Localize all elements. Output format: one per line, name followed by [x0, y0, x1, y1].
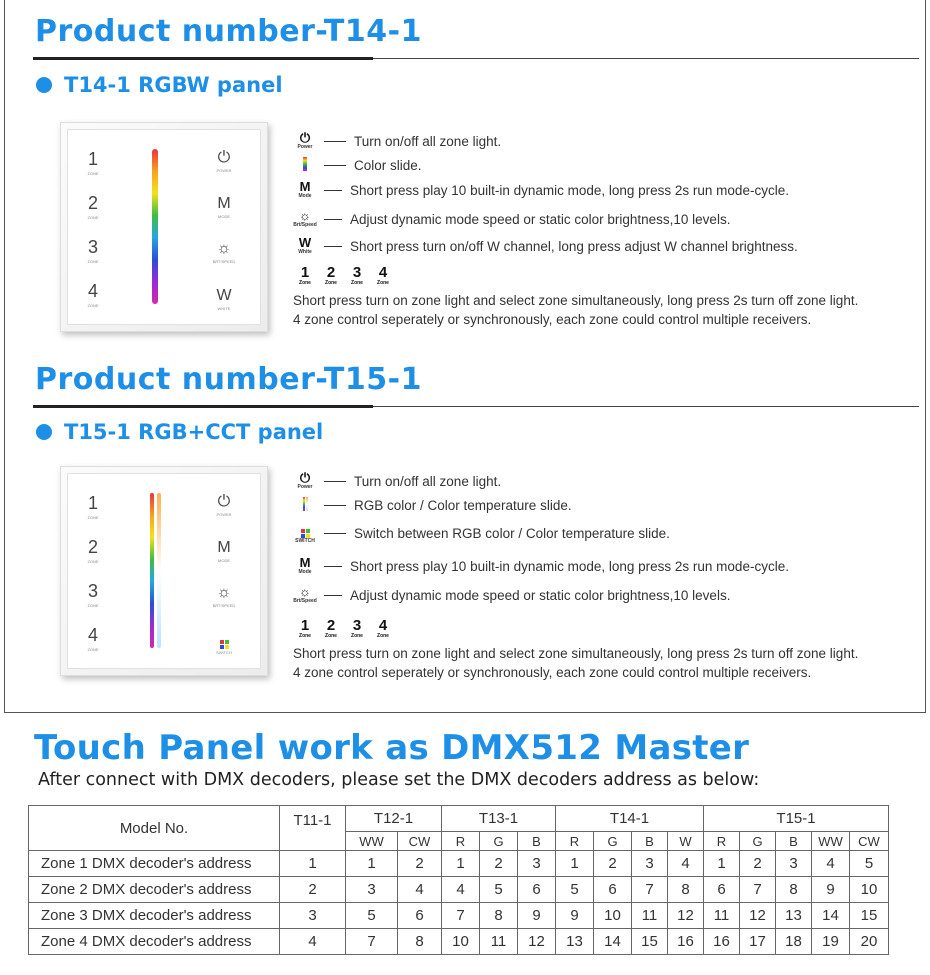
address-cell: 13: [776, 903, 812, 929]
t11-address: 3: [280, 903, 346, 929]
panel-mode-key: M MODE: [217, 539, 231, 563]
address-cell: 10: [850, 877, 889, 903]
mode-icon: M Mode: [298, 555, 312, 575]
subtitle-text: T15-1 RGB+CCT panel: [64, 420, 324, 444]
address-cell: 4: [668, 851, 704, 877]
address-cell: 5: [850, 851, 889, 877]
zone-3-icon: 3 Zone: [351, 617, 363, 639]
zone-4-icon: 4 Zone: [377, 264, 389, 286]
address-cell: 3: [632, 851, 668, 877]
t11-address: 1: [280, 851, 346, 877]
white-icon: W White: [298, 235, 312, 255]
address-cell: 16: [704, 929, 740, 955]
address-cell: 18: [776, 929, 812, 955]
address-cell: 4: [812, 851, 850, 877]
address-cell: 8: [398, 929, 442, 955]
address-cell: 3: [518, 851, 556, 877]
channel-header: CW: [398, 832, 442, 851]
address-cell: 6: [704, 877, 740, 903]
address-cell: 19: [812, 929, 850, 955]
legend-power: ⏻ Power Turn on/off all zone light.: [292, 472, 501, 490]
power-icon: ⏻: [217, 493, 231, 510]
address-cell: 4: [398, 877, 442, 903]
table-row: [29, 877, 889, 903]
zone-description: Short press turn on zone light and select zone simultaneously, long press 2s turn off zone light. 4 zone control seperately or synchronously, each zone could control multiple receivers.: [293, 293, 859, 327]
brightness-icon: ☼ Brt/Speed: [293, 208, 317, 228]
zone-4-icon: 4 Zone: [377, 617, 389, 639]
address-cell: 1: [556, 851, 594, 877]
address-cell: 14: [812, 903, 850, 929]
legend-mode: M Mode Short press play 10 built-in dynamic mode, long press 2s run mode-cycle.: [292, 181, 789, 199]
legend-brightness: ☼ Brt/Speed Adjust dynamic mode speed or static color brightness,10 levels.: [293, 584, 731, 604]
address-cell: 12: [740, 903, 776, 929]
table-row: [29, 929, 889, 955]
address-cell: 14: [594, 929, 632, 955]
address-cell: 1: [442, 851, 480, 877]
brightness-icon: ☼: [216, 240, 232, 257]
zone-1-icon: 1 Zone: [299, 264, 311, 286]
address-cell: 11: [480, 929, 518, 955]
model-header: Model No.: [29, 806, 280, 851]
address-cell: 9: [812, 877, 850, 903]
legend-color-slide: RGB color / Color temperature slide.: [292, 497, 572, 513]
bullet-icon: [36, 77, 52, 93]
address-cell: 7: [632, 877, 668, 903]
title-rule: [373, 406, 919, 407]
brightness-icon: ☼: [216, 584, 232, 601]
color-bar-icon: [292, 497, 318, 513]
panel-power-key: ⏻ POWER: [216, 149, 232, 173]
row-label: Zone 1 DMX decoder's address: [29, 851, 280, 877]
legend-power: ⏻ Power Turn on/off all zone light.: [292, 132, 501, 150]
address-cell: 7: [442, 903, 480, 929]
model-t11: T11-1: [280, 806, 346, 851]
panel-zone-1: 1 ZONE: [87, 149, 99, 176]
address-cell: 13: [556, 929, 594, 955]
address-cell: 12: [668, 903, 704, 929]
address-cell: 9: [518, 903, 556, 929]
zone-description: Short press turn on zone light and select zone simultaneously, long press 2s turn off zone light. 4 zone control seperately or synchronously, each zone could control multiple receivers.: [293, 646, 859, 680]
address-cell: 15: [850, 903, 889, 929]
title-rule: [373, 58, 919, 59]
legend-brightness: ☼ Brt/Speed Adjust dynamic mode speed or static color brightness,10 levels.: [293, 208, 731, 228]
legend-switch: SWITCH Switch between RGB color / Color temperature slide.: [292, 523, 670, 544]
address-cell: 20: [850, 929, 889, 955]
zone-icons: [292, 266, 396, 286]
table-row: [29, 903, 889, 929]
address-cell: 8: [668, 877, 704, 903]
address-cell: 6: [594, 877, 632, 903]
channel-header: R: [442, 832, 480, 851]
color-bar-icon: [292, 157, 318, 173]
address-cell: 1: [704, 851, 740, 877]
address-cell: 1: [346, 851, 398, 877]
channel-header: G: [480, 832, 518, 851]
legend-mode: M Mode Short press play 10 built-in dynamic mode, long press 2s run mode-cycle.: [292, 557, 789, 575]
product-title-t15: Product number-T15-1: [35, 362, 422, 397]
address-cell: 3: [776, 851, 812, 877]
dmx-subtitle: After connect with DMX decoders, please set the DMX decoders address as below:: [38, 770, 760, 790]
t11-address: 2: [280, 877, 346, 903]
channel-header: B: [632, 832, 668, 851]
address-cell: 6: [398, 903, 442, 929]
channel-header: G: [594, 832, 632, 851]
channel-header: B: [776, 832, 812, 851]
address-cell: 2: [594, 851, 632, 877]
zone-1-icon: 1 Zone: [299, 617, 311, 639]
address-cell: 8: [480, 903, 518, 929]
title-underline: [33, 57, 373, 60]
panel-white-key: W WHITE: [216, 287, 232, 311]
panel-zone-4: 4 ZONE: [87, 281, 99, 308]
address-cell: 12: [518, 929, 556, 955]
address-cell: 10: [594, 903, 632, 929]
panel-zone-1: 1 ZONE: [87, 493, 99, 520]
address-cell: 16: [668, 929, 704, 955]
panel-zone-3: 3 ZONE: [87, 581, 99, 608]
address-cell: 11: [632, 903, 668, 929]
address-cell: 5: [480, 877, 518, 903]
power-icon: ⏻ Power: [297, 130, 313, 150]
zone-icons: [292, 619, 396, 639]
model-t13: T13-1: [442, 806, 556, 832]
address-cell: 5: [556, 877, 594, 903]
panel-brightness-key: ☼ BRT/SPEED: [212, 240, 236, 264]
address-cell: 2: [740, 851, 776, 877]
cct-slider-icon: [157, 493, 161, 648]
panel-zone-4: 4 ZONE: [87, 625, 99, 652]
address-cell: 3: [346, 877, 398, 903]
product-title-t14: Product number-T14-1: [35, 14, 422, 49]
address-cell: 7: [740, 877, 776, 903]
power-icon: ⏻ Power: [297, 470, 313, 490]
mode-icon: M Mode: [298, 179, 312, 199]
address-cell: 17: [740, 929, 776, 955]
zone-2-icon: 2 Zone: [325, 617, 337, 639]
channel-header: W: [668, 832, 704, 851]
address-cell: 11: [704, 903, 740, 929]
table-row: [29, 851, 889, 877]
t11-address: 4: [280, 929, 346, 955]
model-t14: T14-1: [556, 806, 704, 832]
rgb-slider-icon: [150, 493, 154, 648]
row-label: Zone 3 DMX decoder's address: [29, 903, 280, 929]
subtitle-t15: [36, 420, 323, 444]
channel-header: R: [704, 832, 740, 851]
address-cell: 7: [346, 929, 398, 955]
panel-power-key: ⏻ POWER: [216, 493, 232, 517]
brightness-icon: ☼ Brt/Speed: [293, 584, 317, 604]
row-label: Zone 4 DMX decoder's address: [29, 929, 280, 955]
bullet-icon: [36, 424, 52, 440]
address-cell: 10: [442, 929, 480, 955]
channel-header: B: [518, 832, 556, 851]
panel-zone-2: 2 ZONE: [87, 193, 99, 220]
zone-2-icon: 2 Zone: [325, 264, 337, 286]
channel-header: G: [740, 832, 776, 851]
dmx-address-table: [28, 805, 889, 955]
channel-header: WW: [346, 832, 398, 851]
row-label: Zone 2 DMX decoder's address: [29, 877, 280, 903]
model-t12: T12-1: [346, 806, 442, 832]
channel-header: CW: [850, 832, 889, 851]
channel-header: R: [556, 832, 594, 851]
subtitle-t14: [36, 73, 283, 97]
address-cell: 4: [442, 877, 480, 903]
subtitle-text: T14-1 RGBW panel: [64, 73, 283, 97]
panel-switch-key: SWITCH: [209, 631, 239, 655]
color-slider-icon: [152, 149, 158, 304]
panel-zone-3: 3 ZONE: [87, 237, 99, 264]
address-cell: 5: [346, 903, 398, 929]
address-cell: 6: [518, 877, 556, 903]
dmx-title: Touch Panel work as DMX512 Master: [34, 728, 750, 768]
address-cell: 8: [776, 877, 812, 903]
panel-mode-key: M MODE: [217, 195, 231, 219]
address-cell: 9: [556, 903, 594, 929]
t14-panel-image: [60, 122, 268, 332]
channel-header: WW: [812, 832, 850, 851]
t15-panel-image: [60, 466, 268, 676]
legend-white: W White Short press turn on/off W channel, long press adjust W channel brightness.: [292, 237, 798, 255]
panel-brightness-key: ☼ BRT/SPEED: [212, 584, 236, 608]
switch-icon: SWITCH: [292, 523, 318, 544]
model-t15: T15-1: [704, 806, 889, 832]
legend-color-slide: Color slide.: [292, 157, 422, 173]
power-icon: ⏻: [217, 149, 231, 166]
panel-zone-2: 2 ZONE: [87, 537, 99, 564]
title-underline: [33, 405, 373, 408]
switch-icon: [220, 640, 229, 649]
zone-3-icon: 3 Zone: [351, 264, 363, 286]
address-cell: 15: [632, 929, 668, 955]
address-cell: 2: [398, 851, 442, 877]
table-header-row: [29, 806, 889, 832]
address-cell: 2: [480, 851, 518, 877]
